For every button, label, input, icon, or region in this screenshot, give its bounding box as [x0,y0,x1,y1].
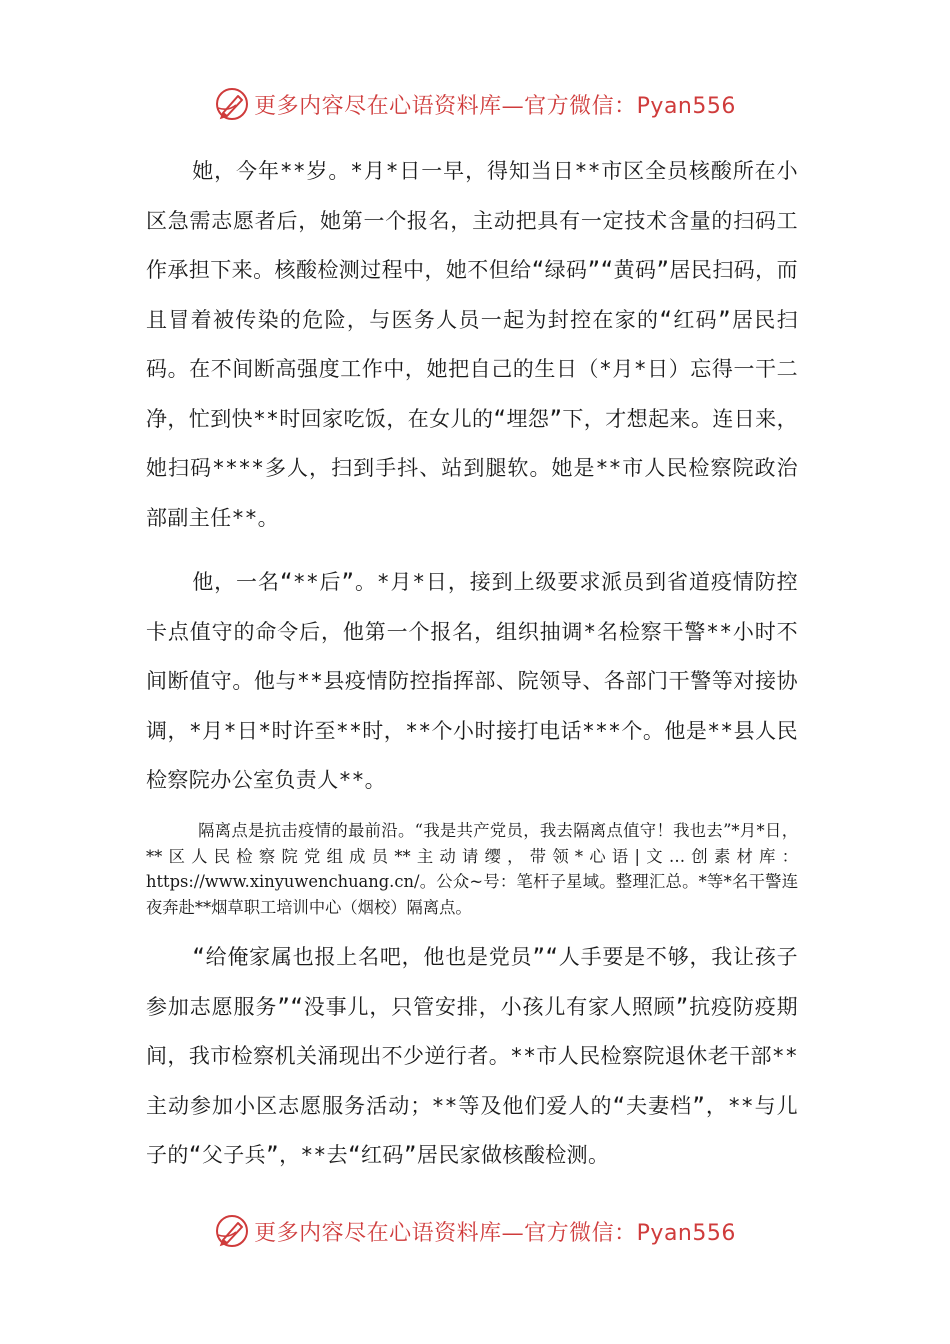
banner-slogan: 更多内容尽在心语资料库—官方微信： [254,1220,637,1246]
paragraph-family-volunteers: “给俺家属也报上名吧，他也是党员”“人手要是不够，我让孩子参加志愿服务”“没事儿，只管安排，小孩儿有家人照顾”抗疫防疫期间，我市检察机关涌现出不少逆行者。**市人民检察院退休老干部**主动参加小区志愿服务活动；**等及他们爱人的“夫妻档”，**与儿子的“父子兵”，**去“红码”居民家做核酸检测。 [146,945,798,1167]
footer-banner [0,1211,950,1251]
banner-text [254,89,736,120]
banner-wechat-handle: Pyan556 [636,93,736,119]
paragraph-volunteer-scanner: 她，今年**岁。*月*日一早，得知当日**市区全员核酸所在小区急需志愿者后，她第一个报名，主动把具有一定技术含量的扫码工作承担下来。核酸检测过程中，她不但给“绿码”“黄码”居民扫码，而且冒着被传染的危险，与医务人员一起为封控在家的“红码”居民扫码。在不间断高强度工作中，她把自己的生日（*月*日）忘得一干二净，忙到快**时回家吃饭，在女儿的“埋怨”下，才想起来。连日来，她扫码****多人，扫到手抖、站到腿软。她是**市人民检察院政治部副主任**。 [146,159,798,530]
paragraph-checkpoint-duty: 他，一名“**后”。*月*日，接到上级要求派员到省道疫情防控卡点值守的命令后，他第一个报名，组织抽调*名检察干警**小时不间断值守。他与**县疫情防控指挥部、院领导、各部门干警等对接协调，*月*日*时许至**时，**个小时接打电话***个。他是**县人民检察院办公室负责人**。 [146,570,798,792]
banner-slogan: 更多内容尽在心语资料库—官方微信： [254,93,637,119]
pen-logo-icon [214,1213,250,1249]
banner-text [254,1216,736,1247]
paragraph-quarantine-site: 隔离点是抗击疫情的最前沿。“我是共产党员，我去隔离点值守！我也去”*月*日，**区人民检察院党组成员**主动请缨，带领*心语|文…创素材库：https://www.xinyuwenchuang.cn/。公众~号：笔杆子星域。整理汇总。*等*名干警连夜奔赴**烟草职工培训中心（烟校）隔离点。 [146,821,798,917]
header-banner [0,84,950,124]
pen-logo-icon [214,86,250,122]
banner-wechat-handle: Pyan556 [636,1220,736,1246]
